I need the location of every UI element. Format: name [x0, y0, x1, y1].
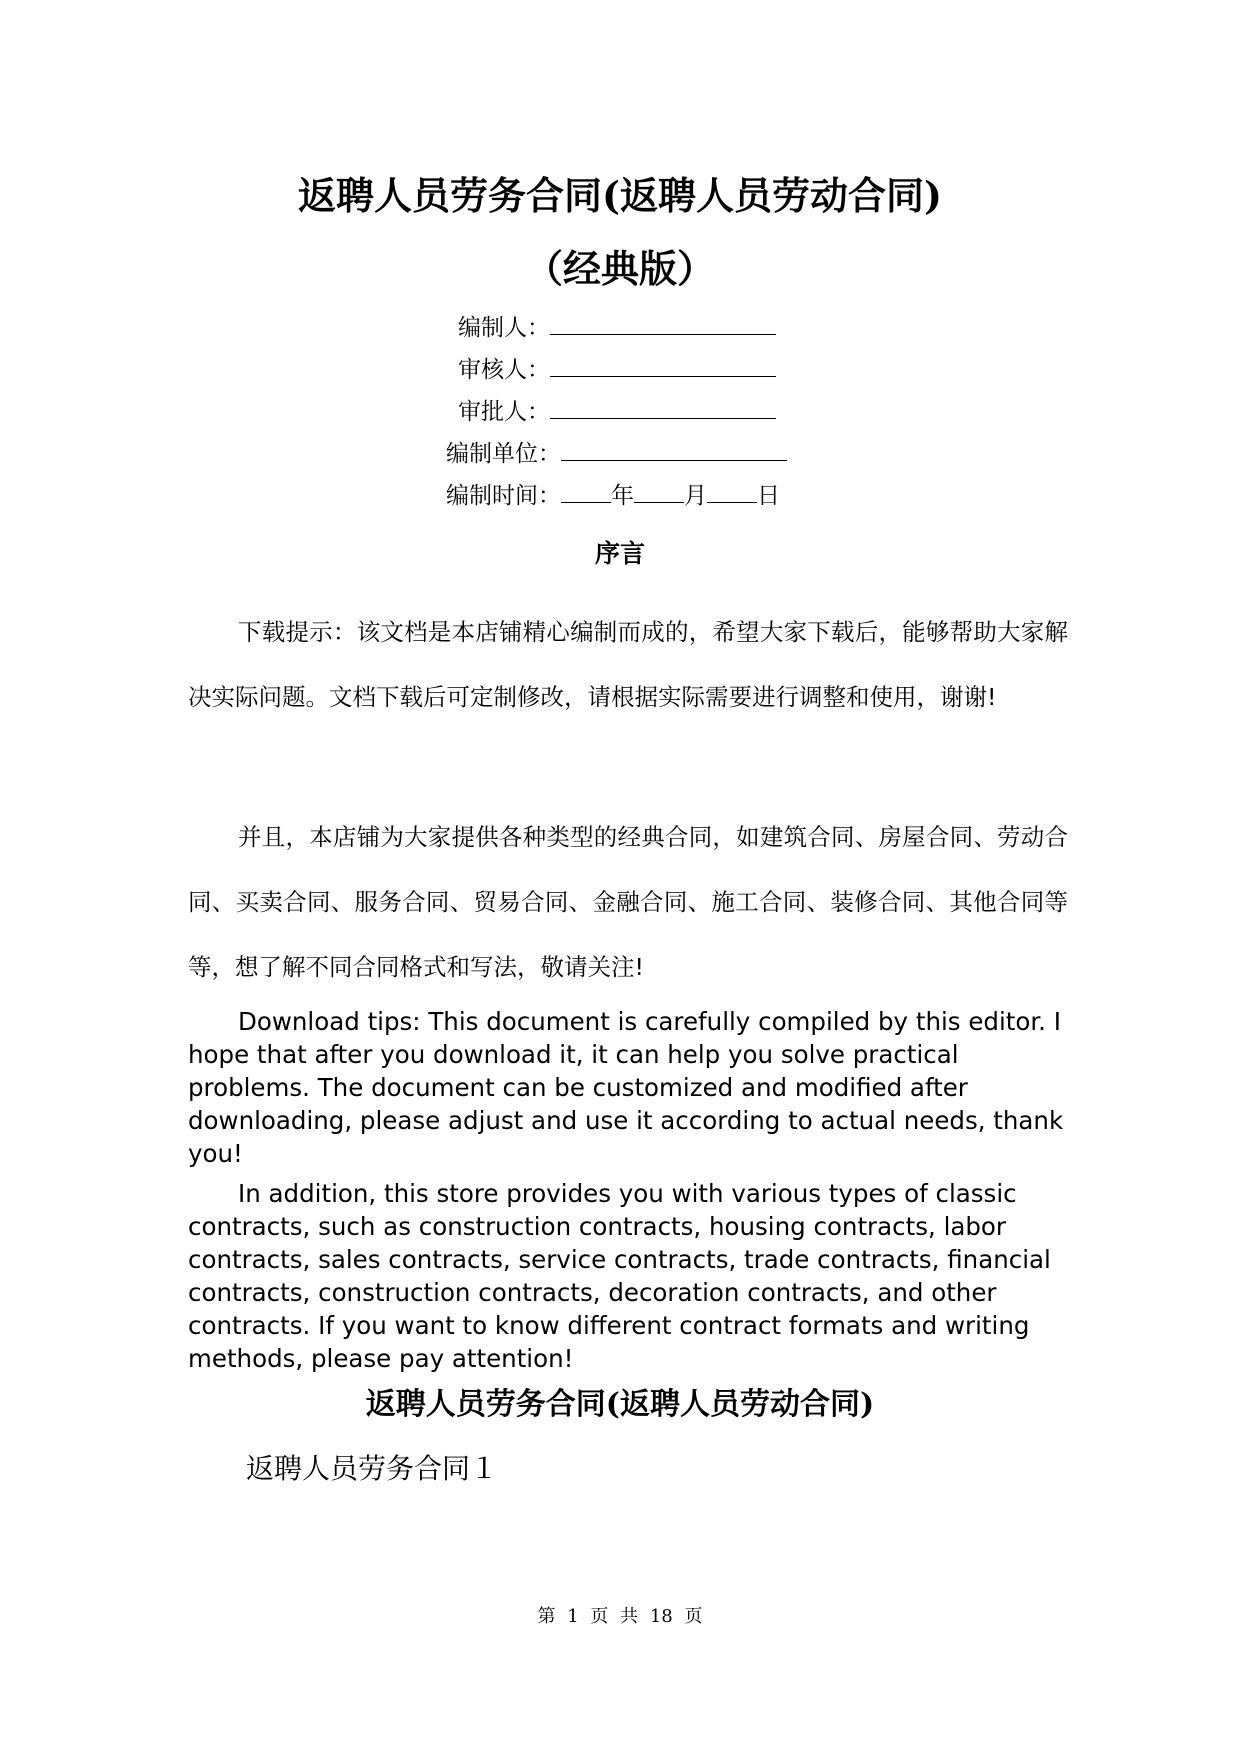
year-label: 年: [611, 483, 634, 509]
preface-en-paragraph-1: Download tips: This document is carefully compiled by this editor. I hope that after you download it, it can help you solve practical problems. The document can be customized and modified after downloading, please adjust and use it according to actual needs, thank you!: [188, 1007, 1064, 1168]
preface-en-paragraph-2: In addition, this store provides you with various types of classic contracts, such as construction contracts, housing contracts, labor contracts, sales contracts, service contracts, trade contracts, financial contracts, construction contracts, decoration contracts, and other contracts. If you want to know different contract formats and writing methods, please pay attention!: [188, 1179, 1051, 1373]
editor-row: [458, 312, 776, 343]
day-label: 日: [757, 483, 780, 509]
unit-blank-line: [561, 438, 787, 461]
approver-label: 审批人：: [458, 399, 550, 425]
day-blank-line: [707, 480, 757, 503]
unit-row: [446, 438, 787, 469]
section-sub-heading: 返聘人员劳务合同１: [246, 1452, 499, 1485]
document-subtitle: （经典版）: [524, 246, 715, 291]
page-footer: 第 1 页 共 18 页: [537, 1606, 703, 1627]
editor-label: 编制人：: [458, 315, 550, 341]
document-title: 返聘人员劳务合同(返聘人员劳动合同): [298, 173, 942, 218]
preface-cn-paragraph-2: 并且，本店铺为大家提供各种类型的经典合同，如建筑合同、房屋合同、劳动合同、买卖合同、服务合同、贸易合同、金融合同、施工合同、装修合同、其他合同等等，想了解不同合同格式和写法，敬请关注!: [188, 823, 1068, 981]
reviewer-blank-line: [550, 354, 776, 377]
month-label: 月: [684, 483, 707, 509]
time-row: [446, 480, 780, 511]
preface-cn-paragraph-1: 下载提示：该文档是本店铺精心编制而成的，希望大家下载后，能够帮助大家解决实际问题。文档下载后可定制修改，请根据实际需要进行调整和使用，谢谢!: [188, 618, 1068, 711]
reviewer-label: 审核人：: [458, 357, 550, 383]
section-title: 返聘人员劳务合同(返聘人员劳动合同): [365, 1387, 875, 1422]
reviewer-row: [458, 354, 776, 385]
unit-label: 编制单位：: [446, 441, 561, 467]
approver-row: [458, 396, 776, 427]
time-label: 编制时间：: [446, 483, 561, 509]
approver-blank-line: [550, 396, 776, 419]
preface-heading: 序言: [594, 539, 645, 568]
month-blank-line: [634, 480, 684, 503]
editor-blank-line: [550, 312, 776, 335]
year-blank-line: [561, 480, 611, 503]
